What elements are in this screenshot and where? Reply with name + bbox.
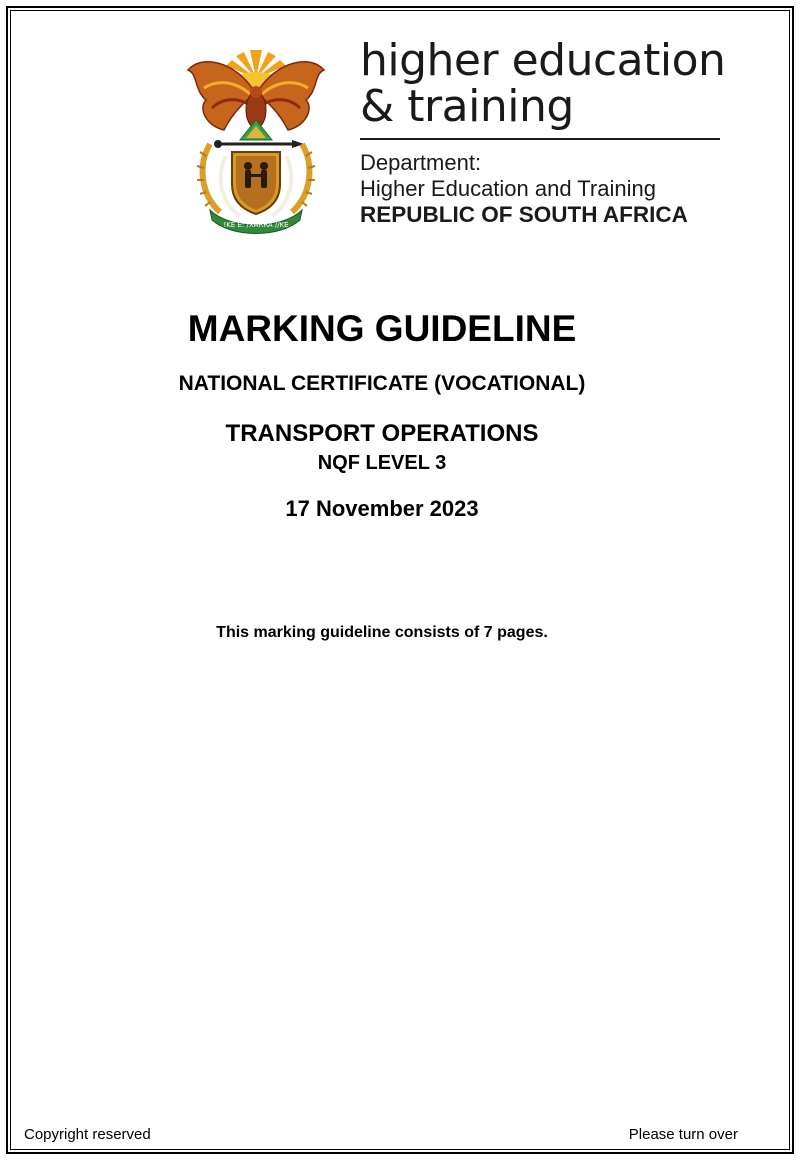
nqf-level: NQF LEVEL 3 (317, 452, 447, 474)
department-branding (360, 35, 730, 228)
country-name: REPUBLIC OF SOUTH AFRICA (360, 202, 688, 227)
dept-label: Department: (360, 150, 482, 175)
footer-copyright: Copyright reserved (24, 1126, 151, 1143)
crest-motto: !KE E: /XARRA //KE (223, 221, 289, 229)
brand-line-1: higher education (360, 35, 726, 86)
certificate-name: NATIONAL CERTIFICATE (VOCATIONAL) (178, 372, 586, 395)
brand-divider (360, 138, 720, 140)
page-count-note: This marking guideline consists of 7 pages. (216, 624, 548, 641)
subject-name: TRANSPORT OPERATIONS (225, 420, 539, 447)
brand-line-2: & training (360, 81, 574, 132)
footer-turn-over: Please turn over (628, 1126, 738, 1143)
document-title: MARKING GUIDELINE (187, 308, 577, 349)
dept-name: Higher Education and Training (360, 176, 656, 201)
exam-date: 17 November 2023 (285, 496, 479, 521)
coat-of-arms-icon (180, 44, 332, 236)
